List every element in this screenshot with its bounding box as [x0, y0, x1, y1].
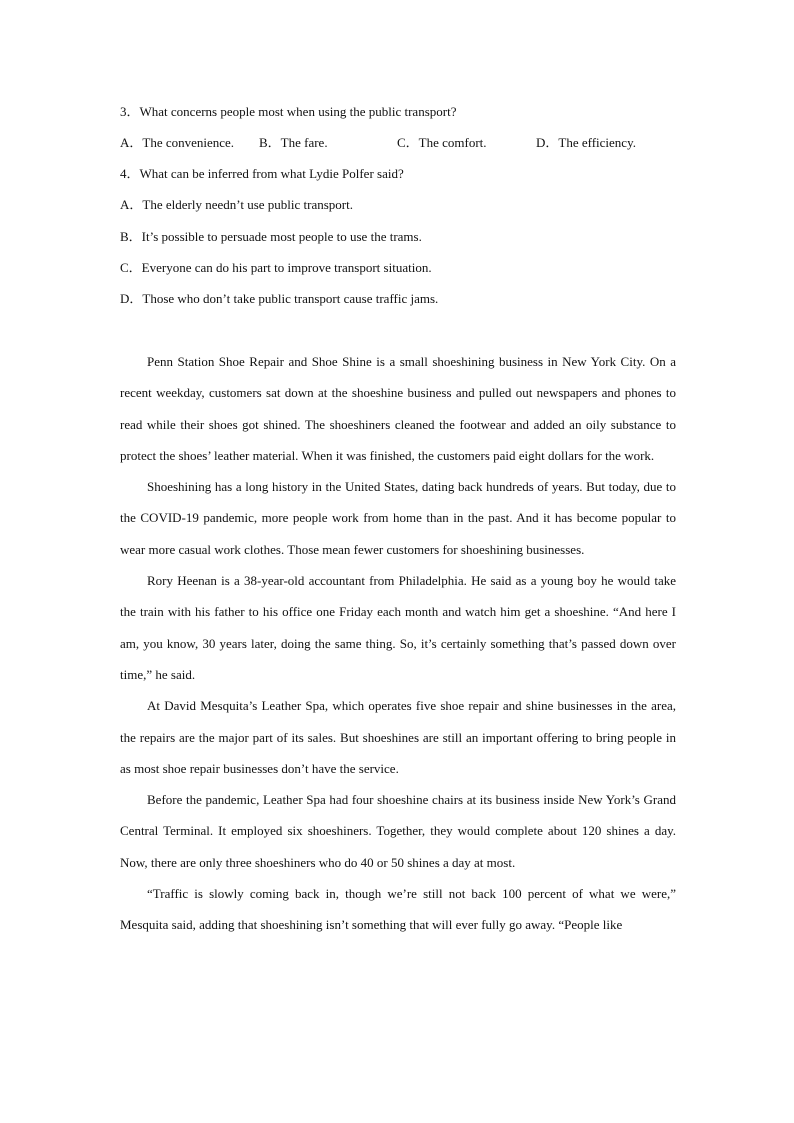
- question-4-option-a: A．The elderly needn’t use public transport.: [120, 197, 353, 212]
- passage-paragraph-1: Penn Station Shoe Repair and Shoe Shine is a small shoeshining business in New York City. On a recent weekday, customers sat down at the shoeshine business and pulled out newspapers and phones to read while their shoes got shined. The shoeshiners cleaned the footwear and added an oily substance to protect the shoes’ leather material. When it was finished, the customers paid eight dollars for the work.: [120, 354, 676, 463]
- question-4-stem: 4．What can be inferred from what Lydie Polfer said?: [120, 166, 404, 181]
- question-4-option-b: B．It’s possible to persuade most people to use the trams.: [120, 229, 422, 244]
- question-3-option-b: B．The fare.: [259, 135, 328, 150]
- passage-paragraph-6: “Traffic is slowly coming back in, though we’re still not back 100 percent of what we were,” Mesquita said, adding that shoeshining isn’t something that will ever fully go away. “People like: [120, 886, 676, 933]
- question-3-stem: 3．What concerns people most when using the public transport?: [120, 104, 457, 119]
- passage-paragraph-2: Shoeshining has a long history in the United States, dating back hundreds of years. But today, due to the COVID-19 pandemic, more people work from home than in the past. And it has become popular to wear more casual work clothes. Those mean fewer customers for shoeshining businesses.: [120, 479, 676, 557]
- question-4-option-d: D．Those who don’t take public transport cause traffic jams.: [120, 291, 439, 306]
- question-3-option-c: C．The comfort.: [397, 135, 487, 150]
- question-3-option-d: D．The efficiency.: [536, 135, 636, 150]
- question-4-option-c: C．Everyone can do his part to improve transport situation.: [120, 260, 432, 275]
- reading-passage: [120, 346, 676, 941]
- passage-paragraph-4: At David Mesquita’s Leather Spa, which operates five shoe repair and shine businesses in the area, the repairs are the major part of its sales. But shoeshines are still an important offering to bring people in as most shoe repair businesses don’t have the service.: [120, 698, 676, 776]
- passage-paragraph-5: Before the pandemic, Leather Spa had four shoeshine chairs at its business inside New York’s Grand Central Terminal. It employed six shoeshiners. Together, they would complete about 120 shines a day. Now, there are only three shoeshiners who do 40 or 50 shines a day at most.: [120, 792, 676, 870]
- question-3-option-a: A．The convenience.: [120, 135, 235, 150]
- passage-paragraph-3: Rory Heenan is a 38-year-old accountant from Philadelphia. He said as a young boy he would take the train with his father to his office one Friday each month and watch him get a shoeshine. “And here I am, you know, 30 years later, doing the same thing. So, it’s certainly something that’s passed down over time,” he said.: [120, 573, 676, 682]
